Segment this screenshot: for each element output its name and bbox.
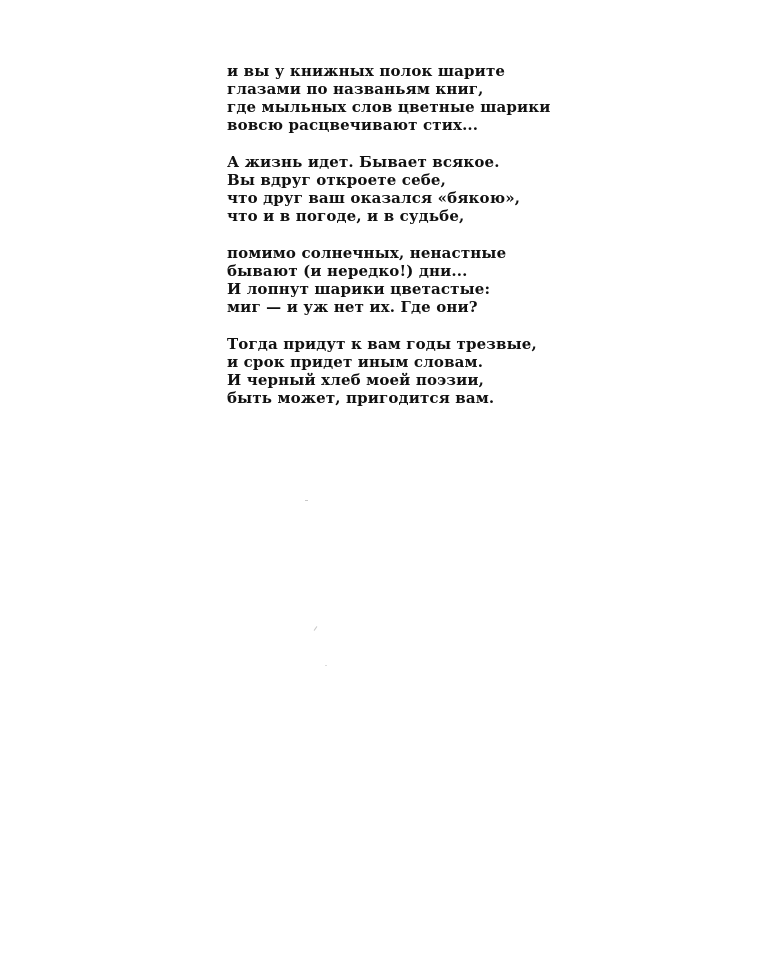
poem-line: и вы у книжных полок шарите — [227, 62, 506, 80]
poem-line: А жизнь идет. Бывает всякое. — [227, 153, 500, 171]
poem-line: быть может, пригодится вам. — [227, 389, 495, 407]
stanza-4 — [227, 335, 647, 407]
poem-line: бывают (и нередко!) дни... — [227, 262, 468, 280]
poem-line: глазами по названьям книг, — [227, 80, 484, 98]
poem-line: Вы вдруг откроете себе, — [227, 171, 446, 189]
scan-speck — [314, 626, 318, 631]
poem-line: Тогда придут к вам годы трезвые, — [227, 335, 537, 353]
poem-text — [227, 62, 647, 426]
stanza-1 — [227, 62, 647, 134]
stanza-2 — [227, 153, 647, 225]
poem-line: где мыльных слов цветные шарики — [227, 98, 551, 116]
scan-speck — [325, 665, 327, 666]
poem-line: и срок придет иным словам. — [227, 353, 484, 371]
poem-line: миг — и уж нет их. Где они? — [227, 298, 478, 316]
poem-line: вовсю расцвечивают стих... — [227, 116, 479, 134]
poem-line: что друг ваш оказался «бякою», — [227, 189, 521, 207]
poem-line: И лопнут шарики цветастые: — [227, 280, 491, 298]
poem-line: И черный хлеб моей поэзии, — [227, 371, 485, 389]
poem-line: помимо солнечных, ненастные — [227, 244, 507, 262]
scan-speck — [305, 500, 308, 501]
stanza-3 — [227, 244, 647, 316]
poem-line: что и в погоде, и в судьбе, — [227, 207, 465, 225]
